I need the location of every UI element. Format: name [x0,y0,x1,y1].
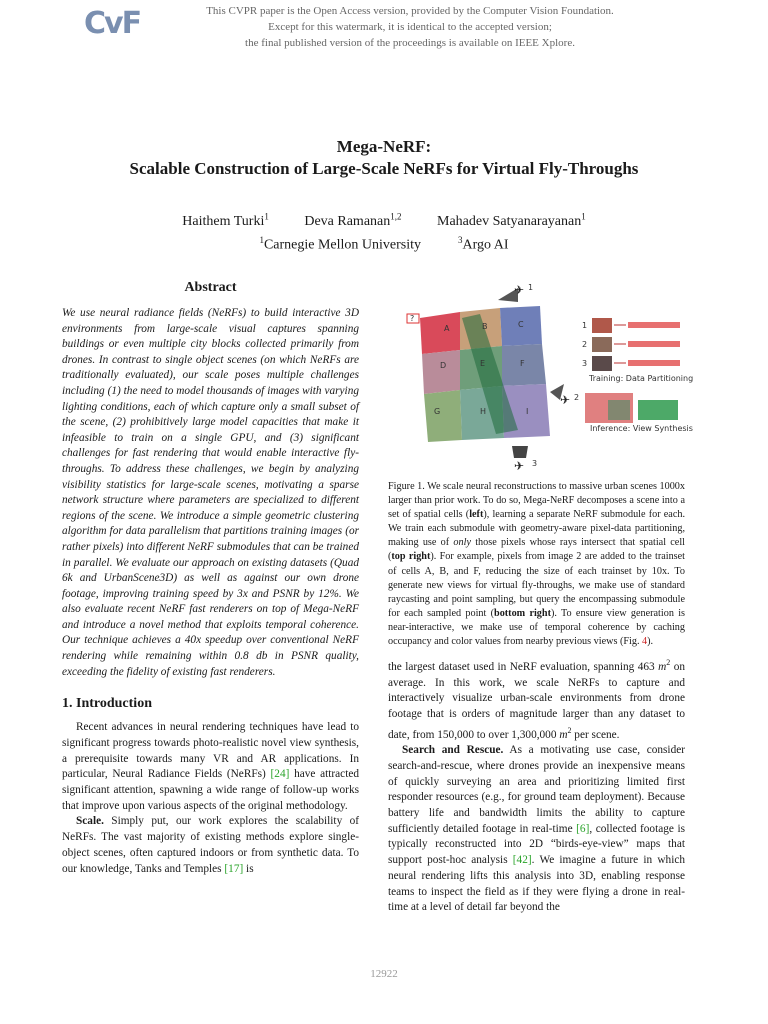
title-line-1: Mega-NeRF: [336,137,432,156]
intro-paragraph-1: Recent advances in neural rendering techniques have lead to significant progress towards photo-realistic novel view synthesis, a prerequisite towards many VR and AR applications. In particular, Neural Radiance Fields (NeRFs) [24] have attracted significant attention, spawning a wide range of follow-up works that improve upon various aspects of the original methodology. [62,721,359,812]
cell-label-b: B [482,322,488,331]
camera-3-label: 3 [532,459,538,468]
title-line-2: Scalable Construction of Large-Scale NeRFs for Virtual Fly-Throughs [129,159,639,178]
cell-label-g: G [434,407,441,416]
author-3: Mahadev Satyanarayanan$^1$ [437,211,586,229]
camera-1 [498,283,533,302]
cell-label-a: A [444,324,450,333]
watermark-line-2: Except for this watermark, it is identical to the accepted version; [268,21,552,33]
cell-label-f: F [520,359,525,368]
camera-3-frustum [512,446,528,458]
camera-1-label: 1 [528,283,534,292]
camera-2-icon: ✈ [560,393,571,407]
cell-label-c: C [518,320,524,329]
camera-3 [512,446,537,473]
query-points [638,400,678,420]
sample-points-row-3 [628,360,680,366]
author-names [40,207,728,231]
inference-panel-label: Inference: View Synthesis [590,424,693,433]
camera-1-icon: ✈ [514,283,525,297]
cell-label-h: H [480,407,487,416]
cell-label-i: I [526,407,529,416]
intro-paragraph-2: Scale. Simply put, our work explores the scalability of NeRFs. The vast majority of existing methods explore single-object scenes, often captured indoors or from synthetic data. To our knowledge, Tanks and Temples [17] is [62,815,359,875]
sample-points-row-1 [628,322,680,328]
inference-view-synthesis-panel [585,393,693,433]
paper-title [40,136,728,180]
figure-1-graphic [400,280,700,475]
affiliations: $^1$Carnegie Mellon University $^3$Argo AI [259,234,509,253]
image-thumbnail-1 [592,318,612,333]
watermark-line-3: the final published version of the proceedings is available on IEEE Xplore. [245,37,575,49]
page-number: 12922 [370,968,398,980]
abstract-heading: Abstract [184,280,237,295]
author-2: Deva Ramanan$^{1,2}$ [304,211,402,229]
row-label-2: 2 [582,340,588,349]
right-column [388,480,685,916]
image-thumbnail-3 [592,356,612,371]
right-paragraph-1: the largest dataset used in NeRF evaluation, spanning 463 $m^2$ on average. In this work, we scale NeRFs to capture and interactively visualize urban-scale environments from drone footage that is orders of magnitude larger than any dataset to date, from 150,000 to over 1,300,000 $m^2$ per scene. [388,658,685,741]
row-label-1: 1 [582,321,588,330]
watermark-line-1: This CVPR paper is the Open Access version, provided by the Computer Vision Foundation. [206,5,614,17]
row-label-3: 3 [582,359,588,368]
section-heading-introduction: 1. Introduction [62,696,152,712]
sample-points-row-2 [628,341,680,347]
camera-2-label: 2 [574,393,580,402]
citation-link[interactable]: [24] [270,768,290,781]
affiliation-1: Carnegie Mellon University [263,237,422,253]
abstract-body: We use neural radiance fields (NeRFs) to build interactive 3D environments from large-scale visual captures spanning buildings or even multiple city blocks collected primarily from drones. In contrast to single object scenes (on which NeRFs are traditionally evaluated), our scale poses multiple challenges including (1) the need to model thousands of images with varying lighting conditions, each of which capture only a small subset of the scene, (2) prohibitively large model capacities that make it infeasible to train on a single GPU, and (3) significant challenges for fast rendering that would enable interactive fly-throughs. To address these challenges, we begin by analyzing visibility statistics for large-scale scenes, motivating a sparse network structure where parameters are specialized to different regions of the scene. We introduce a simple geometric clustering algorithm for data parallelism that partitions training images (or rather pixels) into different NeRF submodules that can be trained in parallel. We evaluate our approach on existing datasets (Quad 6k and UrbanScene3D) as well as against our own drone footage, improving training speed by 3x and PSNR by 12%. We also evaluate recent NeRF fast renderers on top of Mega-NeRF and introduce a novel method that exploits temporal coherence. Our technique achieves a 40x speedup over conventional NeRF rendering while remaining within 0.8 db in PSNR quality, exceeding the fidelity of existing fast renderers. [62,307,359,678]
image-thumbnail-2 [592,337,612,352]
figure-1-caption: Figure 1. We scale neural reconstructions to massive urban scenes 1000x larger than prior work. To do so, Mega-NeRF decomposes a scene into a set of spatial cells (left), learning a separate NeRF submodule for each. We train each submodule with geometry-aware pixel-data partitioning, making use of only those pixels whose rays intersect that spatial cell (top right). For example, pixels from image 2 are added to the trainset of cells A, B, and F, reducing the size of each trainset by 10x. To generate new views for virtual fly-throughs, we make use of standard raycasting and point sampling, but query the encompassing submodule for each sampled point (bottom right). To ensure view generation is near-interactive, we make use of temporal coherence by caching occupancy and color values from nearby previous views (Fig. 4). [388,481,685,648]
cell-label-e: E [480,359,486,368]
figure-1 [400,280,700,475]
citation-link[interactable]: [6] [576,822,590,835]
cell-a [420,312,460,354]
author-1: Haithem Turki$^1$ [182,211,269,229]
camera-3-icon: ✈ [514,459,525,473]
affiliation-2: Argo AI [462,237,509,253]
author-block [40,207,728,254]
citation-link[interactable]: [42] [512,854,532,867]
cell-label-d: D [440,361,447,370]
cell-g [424,390,462,442]
watermark-notice [150,3,670,51]
citation-link[interactable]: [17] [224,862,244,875]
pixel-marker-label: ? [410,314,415,323]
figure-reference-link[interactable]: 4 [642,636,648,648]
training-partitioning-panel [582,318,693,383]
rendered-view-overlay [608,400,630,420]
right-paragraph-2: Search and Rescue. As a motivating use case, consider search-and-rescue, where drones provide an inexpensive means of quickly surveying an area and prioritizing limited first responder resources (e.g., for ground team deployment). Because battery life and bandwidth limits the ability to capture sufficiently detailed footage in real-time [6], collected footage is typically reconstructed into 2D “birds-eye-view” maps that support post-hoc analysis [42]. We imagine a future in which neural rendering lifts this analysis into 3D, enabling response teams to inspect the field as if they were flying a drone in real-time at a level of detail far beyond the [388,744,685,914]
cvf-logo-text: CvF [84,6,141,41]
left-column [62,280,359,877]
camera-2 [550,384,579,407]
cell-d [422,350,460,394]
training-panel-label: Training: Data Partitioning [589,374,694,383]
cvf-logo [84,6,140,42]
